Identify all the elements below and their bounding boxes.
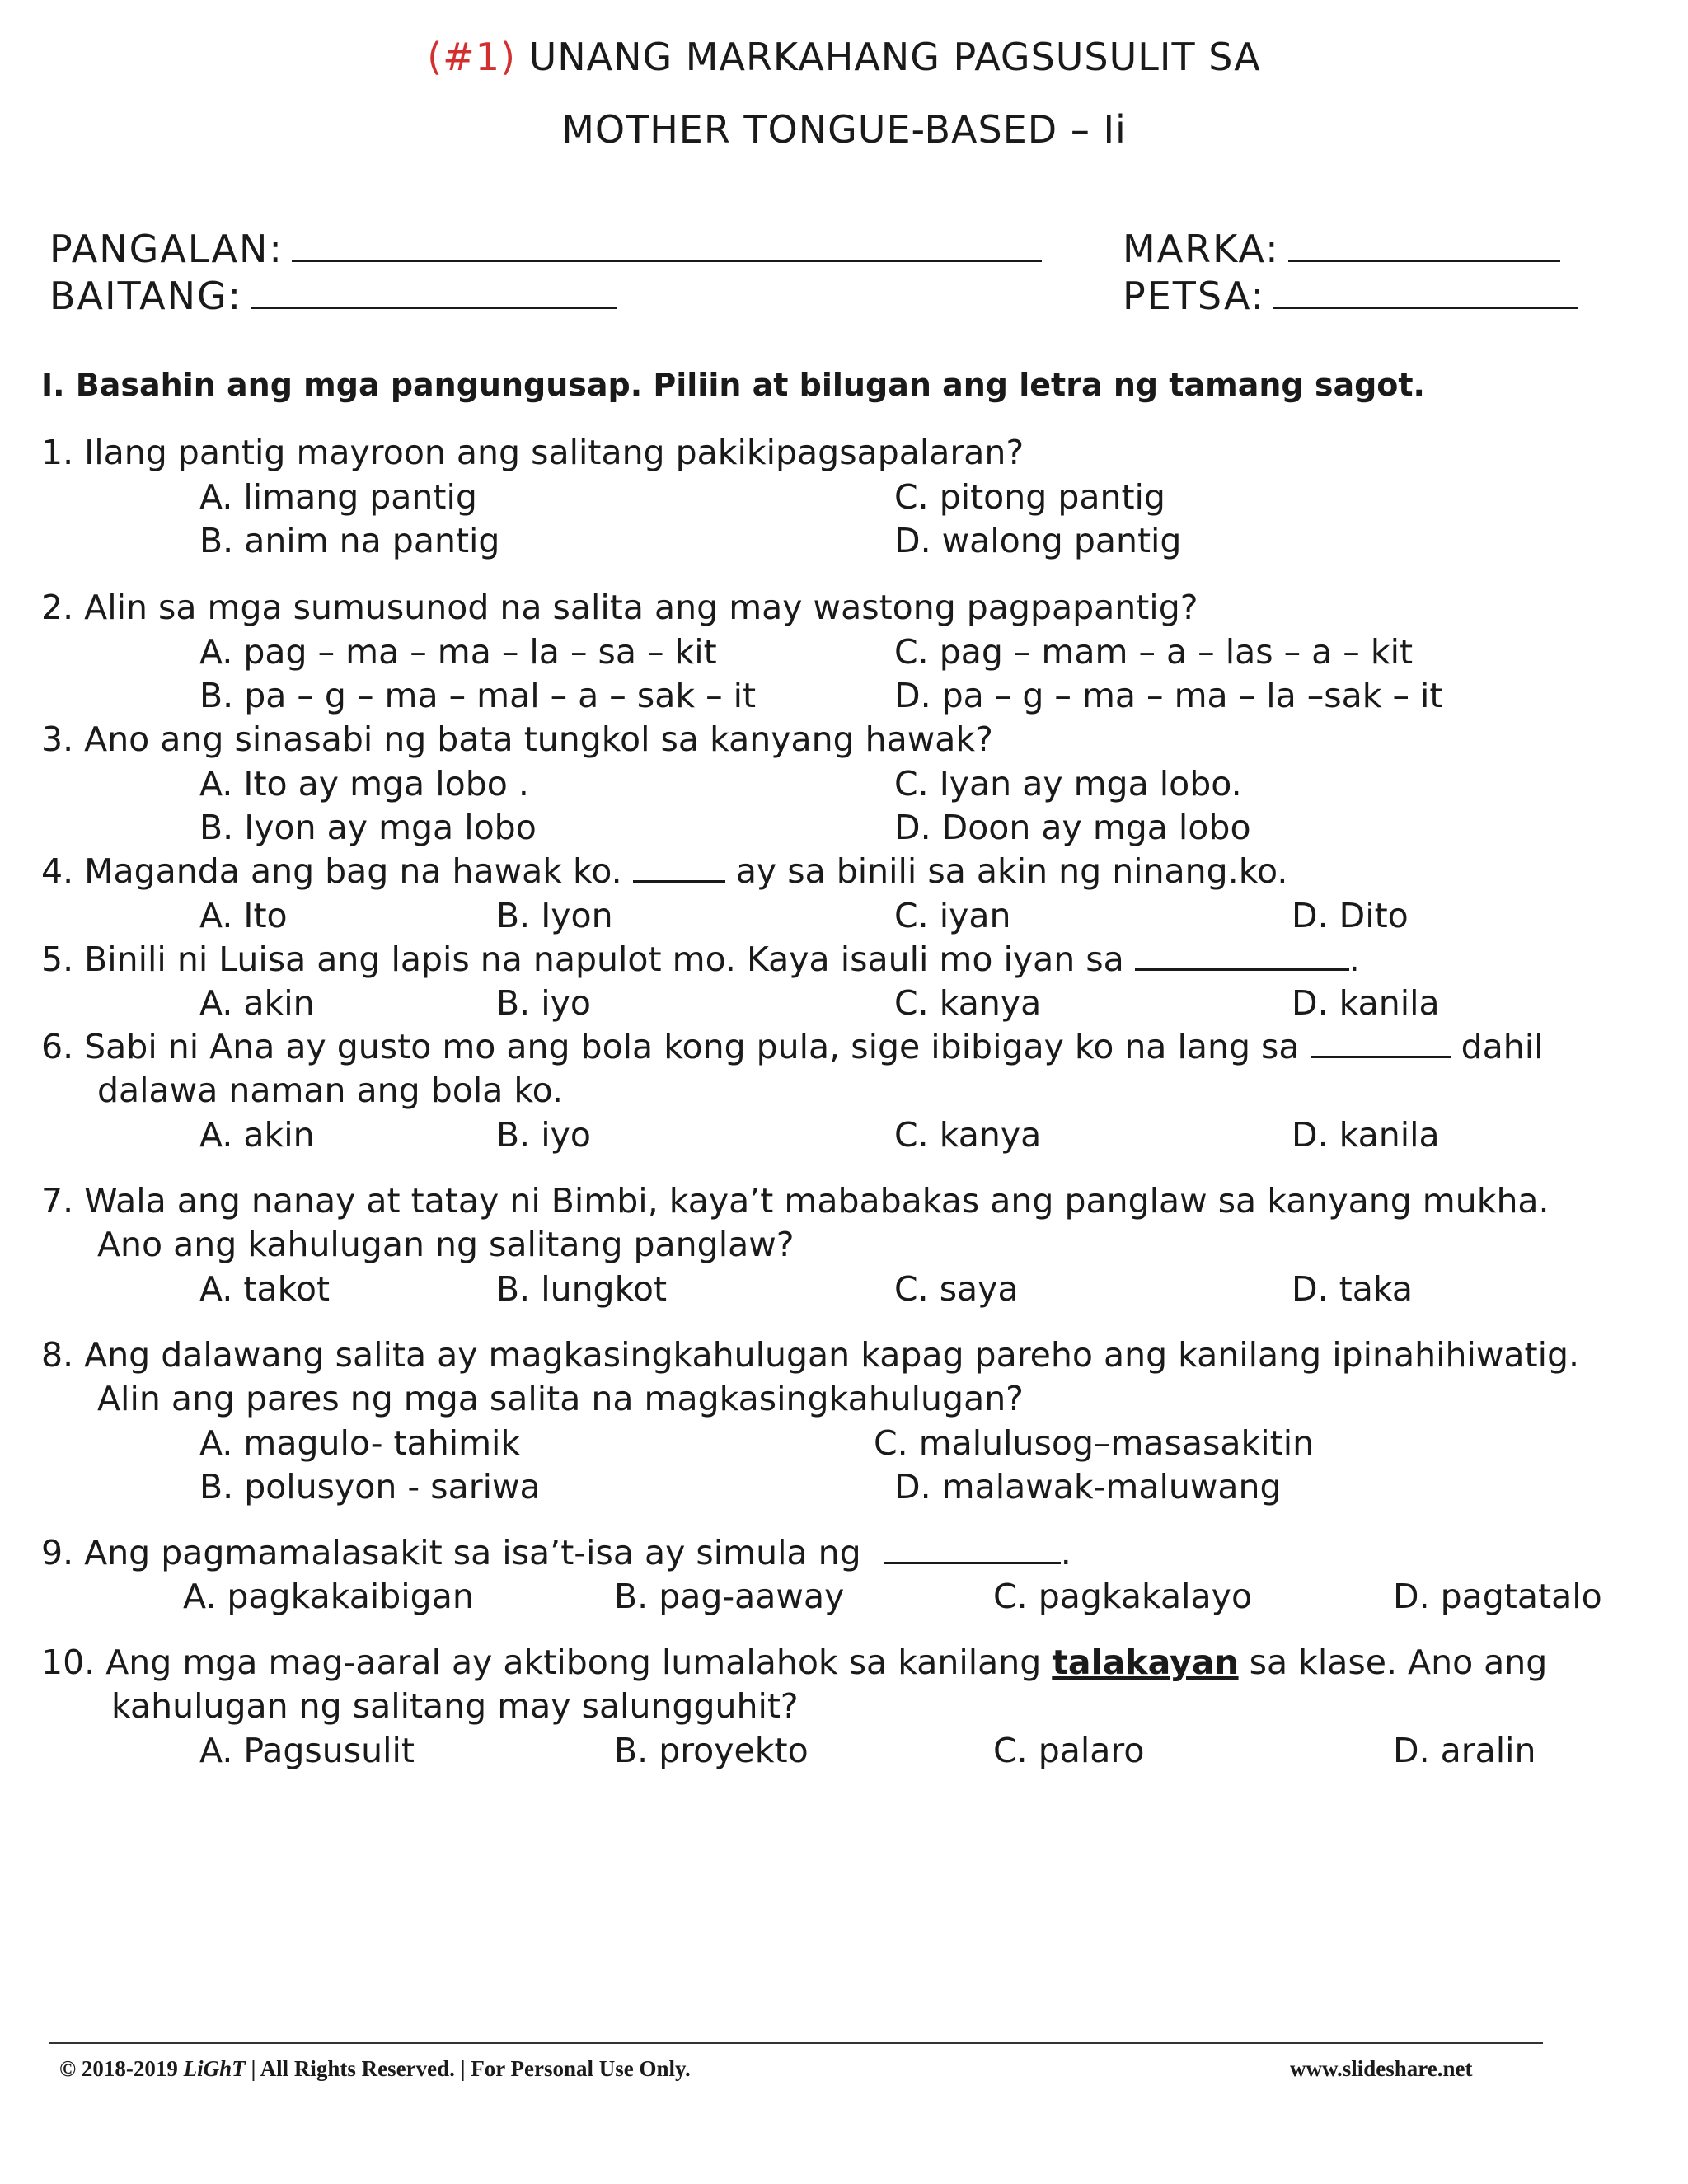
option-3d[interactable]: D. Doon ay mga lobo xyxy=(894,808,1251,847)
answer-blank[interactable] xyxy=(1311,1031,1451,1058)
question-9-text-b: . xyxy=(1060,1533,1071,1572)
question-5-text-b: . xyxy=(1348,940,1360,979)
question-10 xyxy=(41,1643,1547,1682)
grade-field xyxy=(49,274,617,318)
option-8c[interactable]: C. malulusog–masasakitin xyxy=(874,1423,1315,1463)
option-8a[interactable]: A. magulo- tahimik xyxy=(199,1423,521,1463)
option-1b[interactable]: B. anim na pantig xyxy=(199,521,500,560)
question-4 xyxy=(41,851,1287,891)
date-field xyxy=(1123,274,1578,318)
option-10c[interactable]: C. palaro xyxy=(993,1731,1145,1770)
question-5 xyxy=(41,940,1360,979)
exam-number: (#1) xyxy=(427,35,516,79)
option-6c[interactable]: C. kanya xyxy=(894,1115,1042,1155)
option-7a[interactable]: A. takot xyxy=(199,1269,331,1309)
option-7d[interactable]: D. taka xyxy=(1292,1269,1413,1309)
question-6-text-a: 6. Sabi ni Ana ay gusto mo ang bola kong pula, sige ibibigay ko na lang sa xyxy=(41,1027,1300,1066)
score-label: MARKA: xyxy=(1123,227,1280,271)
date-blank[interactable] xyxy=(1273,274,1578,309)
option-5d[interactable]: D. kanila xyxy=(1292,983,1440,1023)
option-2a[interactable]: A. pag – ma – ma – la – sa – kit xyxy=(199,632,717,672)
brand-name: LiGhT xyxy=(183,2056,246,2081)
option-6a[interactable]: A. akin xyxy=(199,1115,315,1155)
question-3: 3. Ano ang sinasabi ng bata tungkol sa kanyang hawak? xyxy=(41,719,993,759)
option-9c[interactable]: C. pagkakalayo xyxy=(993,1577,1253,1616)
option-4c[interactable]: C. iyan xyxy=(894,896,1011,935)
question-10-text-a: 10. Ang mga mag-aaral ay aktibong lumalahok sa kanilang xyxy=(41,1643,1042,1682)
footer-divider xyxy=(49,2042,1543,2044)
option-4a[interactable]: A. Ito xyxy=(199,896,288,935)
option-3c[interactable]: C. Iyan ay mga lobo. xyxy=(894,764,1242,804)
option-2d[interactable]: D. pa – g – ma – ma – la –sak – it xyxy=(894,676,1443,715)
copyright-text: © 2018-2019 xyxy=(59,2056,178,2081)
question-2: 2. Alin sa mga sumusunod na salita ang may wastong pagpapantig? xyxy=(41,588,1198,627)
question-8: 8. Ang dalawang salita ay magkasingkahulugan kapag pareho ang kanilang ipinahihiwatig. xyxy=(41,1335,1580,1375)
question-9-text-a: 9. Ang pagmamalasakit sa isa’t-isa ay simula ng xyxy=(41,1533,861,1572)
grade-blank[interactable] xyxy=(251,274,617,309)
name-field xyxy=(49,227,1042,271)
underlined-word: talakayan xyxy=(1052,1643,1239,1682)
score-field xyxy=(1123,227,1560,271)
grade-label: BAITANG: xyxy=(49,274,243,318)
option-3a[interactable]: A. Ito ay mga lobo . xyxy=(199,764,529,804)
name-blank[interactable] xyxy=(292,227,1042,262)
option-1c[interactable]: C. pitong pantig xyxy=(894,477,1165,517)
option-5c[interactable]: C. kanya xyxy=(894,983,1042,1023)
footer-copyright xyxy=(59,2056,691,2082)
rights-text: | All Rights Reserved. | For Personal Use Only. xyxy=(251,2056,691,2081)
question-6-continued: dalawa naman ang bola ko. xyxy=(97,1071,564,1110)
exam-subtitle: MOTHER TONGUE-BASED – Ii xyxy=(561,107,1127,152)
question-4-text-a: 4. Maganda ang bag na hawak ko. xyxy=(41,851,622,891)
option-5b[interactable]: B. iyo xyxy=(496,983,591,1023)
option-7c[interactable]: C. saya xyxy=(894,1269,1019,1309)
answer-blank[interactable] xyxy=(884,1537,1061,1564)
exam-title-line1: UNANG MARKAHANG PAGSUSULIT SA xyxy=(528,35,1261,79)
name-label: PANGALAN: xyxy=(49,227,284,271)
option-10b[interactable]: B. proyekto xyxy=(614,1731,809,1770)
option-1d[interactable]: D. walong pantig xyxy=(894,521,1182,560)
question-5-text-a: 5. Binili ni Luisa ang lapis na napulot mo. Kaya isauli mo iyan sa xyxy=(41,940,1124,979)
option-5a[interactable]: A. akin xyxy=(199,983,315,1023)
answer-blank[interactable] xyxy=(633,855,725,883)
date-label: PETSA: xyxy=(1123,274,1266,318)
option-1a[interactable]: A. limang pantig xyxy=(199,477,477,517)
option-10a[interactable]: A. Pagsusulit xyxy=(199,1731,415,1770)
option-9d[interactable]: D. pagtatalo xyxy=(1393,1577,1602,1616)
question-4-text-b: ay sa binili sa akin ng ninang.ko. xyxy=(735,851,1288,891)
exam-title xyxy=(0,35,1688,79)
option-7b[interactable]: B. lungkot xyxy=(496,1269,668,1309)
option-8b[interactable]: B. polusyon - sariwa xyxy=(199,1467,541,1507)
option-10d[interactable]: D. aralin xyxy=(1393,1731,1536,1770)
option-6d[interactable]: D. kanila xyxy=(1292,1115,1440,1155)
option-9a[interactable]: A. pagkakaibigan xyxy=(183,1577,474,1616)
option-6b[interactable]: B. iyo xyxy=(496,1115,591,1155)
question-7: 7. Wala ang nanay at tatay ni Bimbi, kaya’t mababakas ang panglaw sa kanyang mukha. xyxy=(41,1181,1550,1221)
question-6 xyxy=(41,1027,1544,1066)
answer-blank[interactable] xyxy=(1135,944,1349,971)
option-4d[interactable]: D. Dito xyxy=(1292,896,1409,935)
question-6-text-b: dahil xyxy=(1461,1027,1544,1066)
option-2c[interactable]: C. pag – mam – a – las – a – kit xyxy=(894,632,1414,672)
option-2b[interactable]: B. pa – g – ma – mal – a – sak – it xyxy=(199,676,757,715)
option-4b[interactable]: B. Iyon xyxy=(496,896,613,935)
question-10-continued: kahulugan ng salitang may salungguhit? xyxy=(111,1686,799,1726)
question-1: 1. Ilang pantig mayroon ang salitang pakikipagsapalaran? xyxy=(41,433,1025,472)
instruction: I. Basahin ang mga pangungusap. Piliin at bilugan ang letra ng tamang sagot. xyxy=(41,367,1425,403)
footer-website[interactable]: www.slideshare.net xyxy=(1290,2056,1473,2081)
question-9 xyxy=(41,1533,1071,1572)
option-9b[interactable]: B. pag-aaway xyxy=(614,1577,845,1616)
score-blank[interactable] xyxy=(1288,227,1560,262)
question-10-text-b: sa klase. Ano ang xyxy=(1249,1643,1548,1682)
option-8d[interactable]: D. malawak-maluwang xyxy=(894,1467,1282,1507)
option-3b[interactable]: B. Iyon ay mga lobo xyxy=(199,808,537,847)
question-7-continued: Ano ang kahulugan ng salitang panglaw? xyxy=(97,1225,795,1264)
question-8-continued: Alin ang pares ng mga salita na magkasingkahulugan? xyxy=(97,1379,1024,1418)
